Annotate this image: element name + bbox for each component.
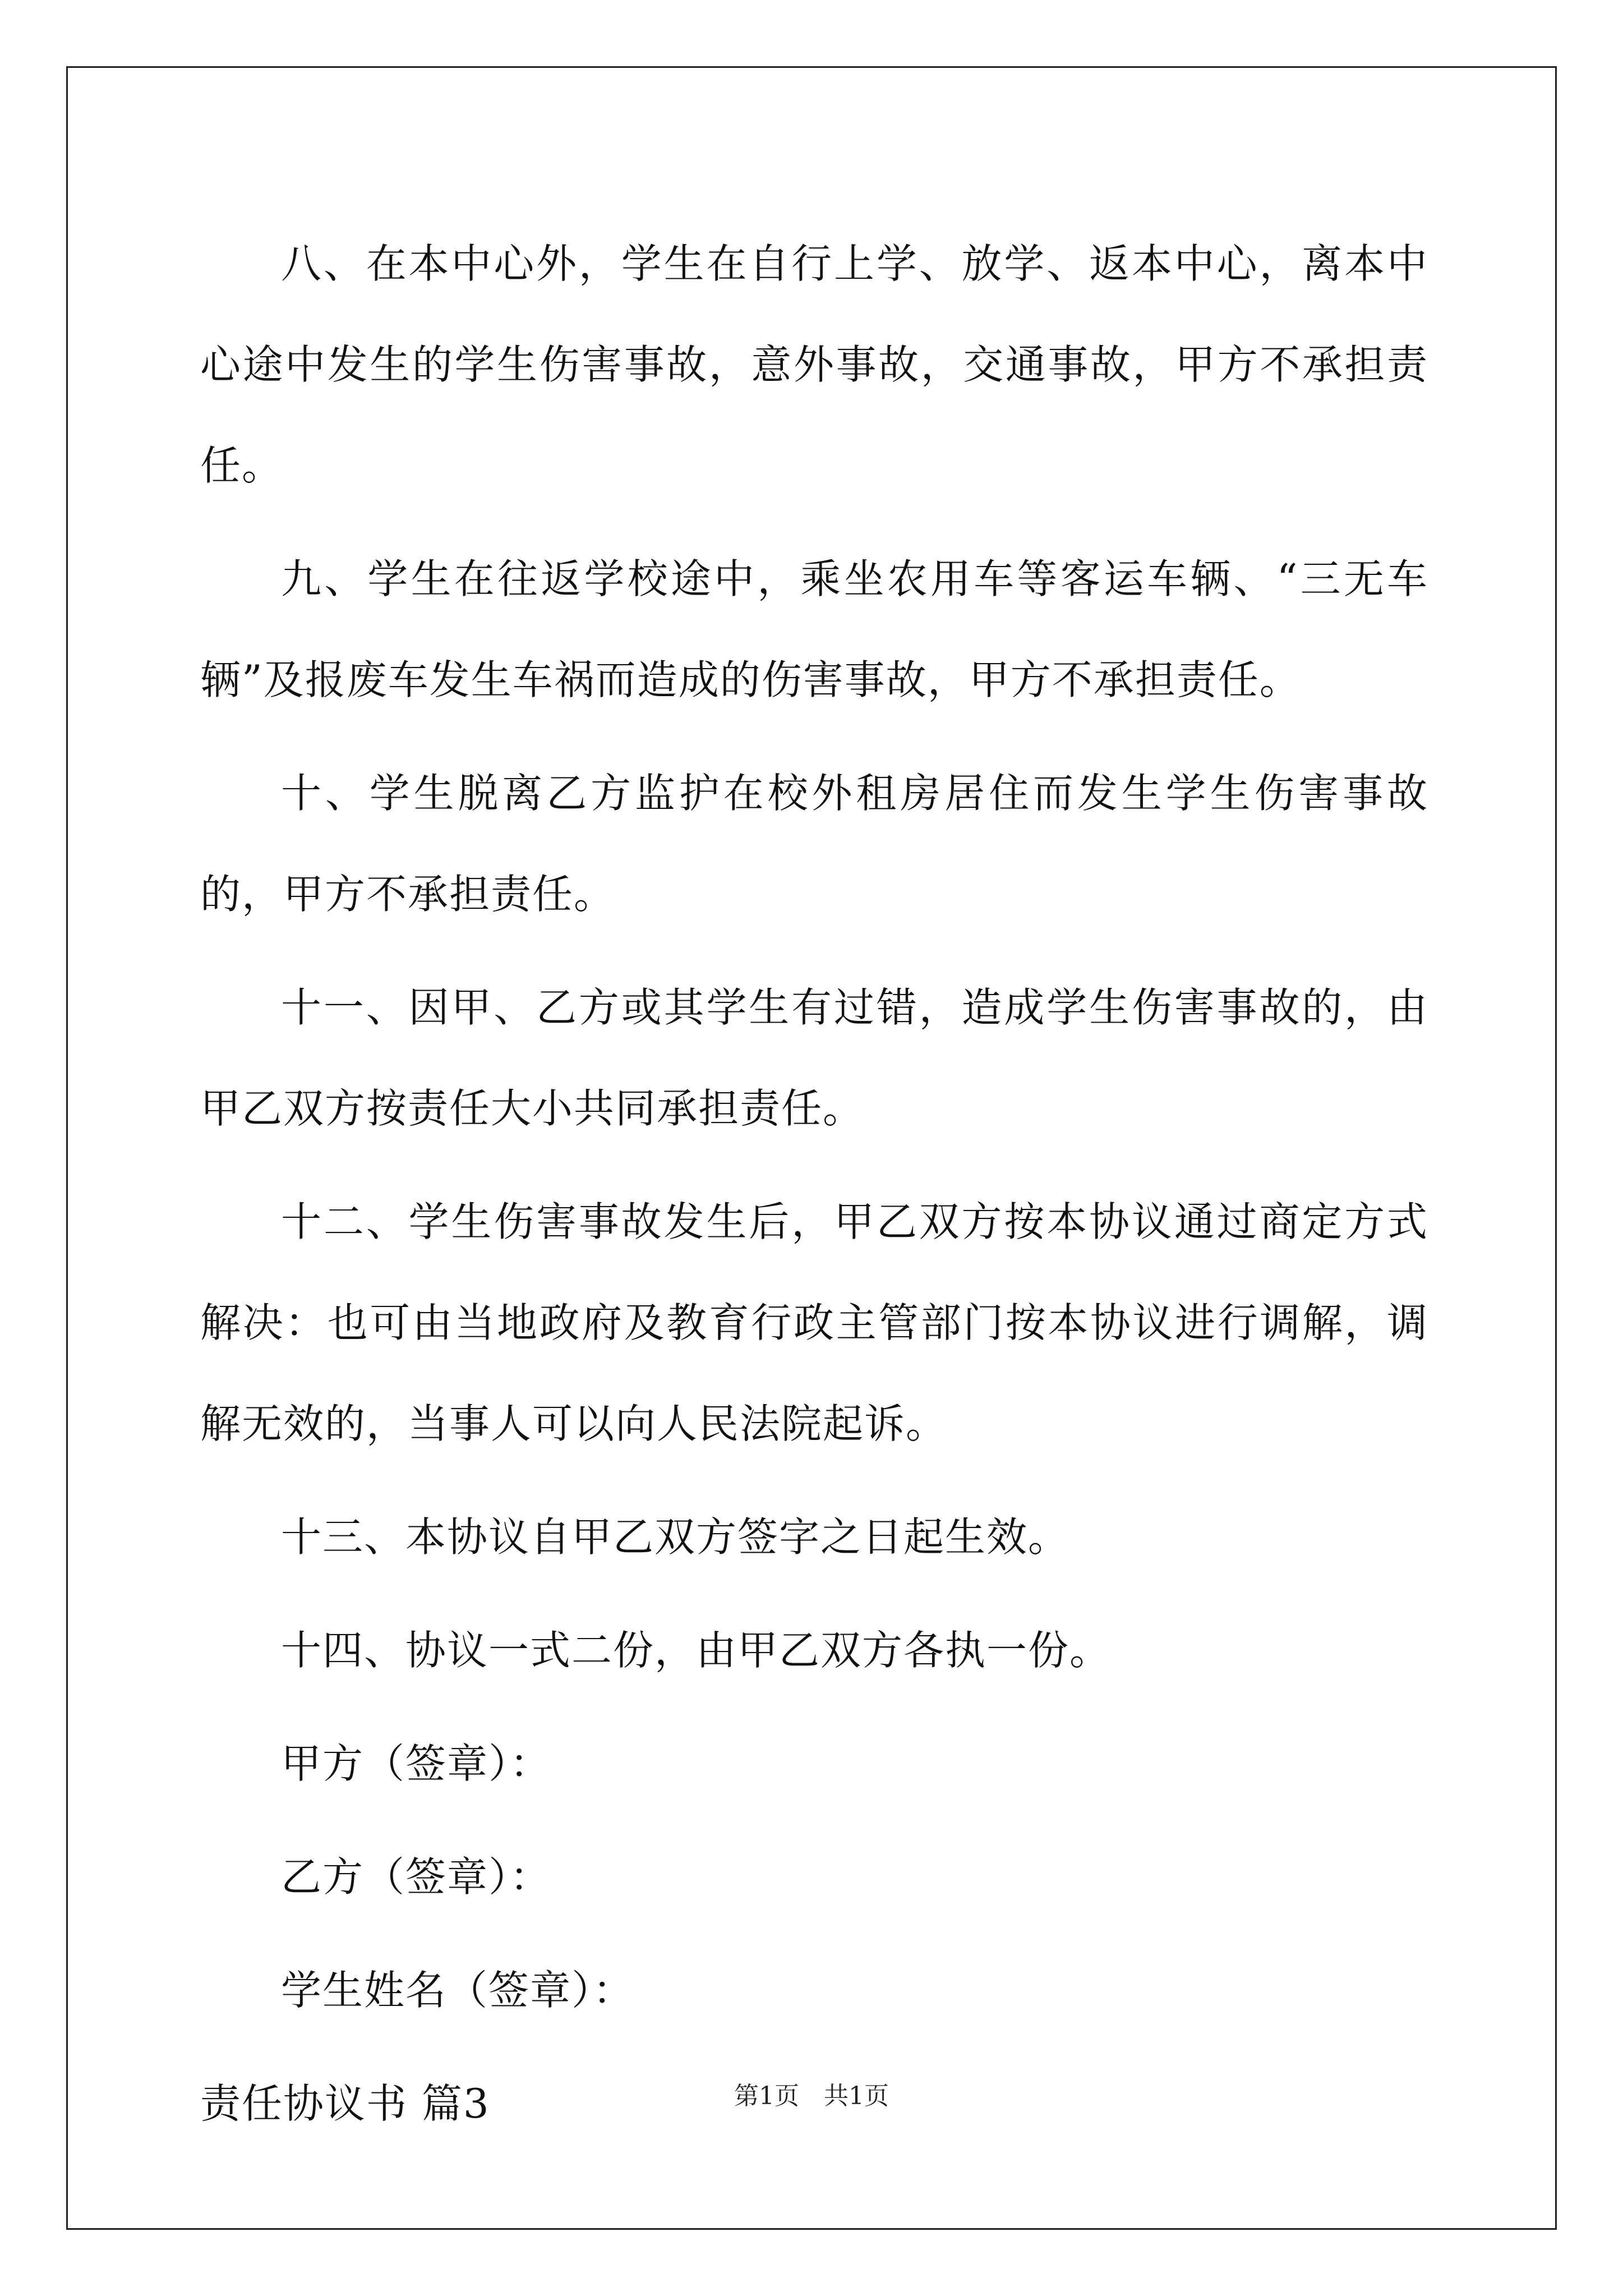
- clause-9: 九、学生在往返学校途中，乘坐农用车等客运车辆、“三无车辆”及报废车发生车祸而造成的伤害事故，甲方不承担责任。: [200, 555, 1428, 703]
- clause-10: 十、学生脱离乙方监护在校外租房居住而发生学生伤害事故的，甲方不承担责任。: [200, 770, 1428, 918]
- signature-party-a: 甲方（签章）：: [281, 1740, 552, 1787]
- signature-party-b: 乙方（签章）：: [281, 1853, 552, 1901]
- clause-12: 十二、学生伤害事故发生后，甲乙双方按本协议通过商定方式解决：也可由当地政府及教育行政主管部门按本协议进行调解，调解无效的，当事人可以向人民法院起诉。: [200, 1198, 1428, 1447]
- next-section-heading: 责任协议书 篇3: [200, 2080, 490, 2127]
- clause-11: 十一、因甲、乙方或其学生有过错，造成学生伤害事故的，由甲乙双方按责任大小共同承担责任。: [200, 984, 1428, 1132]
- clause-14: 十四、协议一式二份，由甲乙双方各执一份。: [281, 1627, 1112, 1674]
- clause-13: 十三、本协议自甲乙双方签字之日起生效。: [281, 1513, 1070, 1561]
- signature-student: 学生姓名（签章）：: [281, 1967, 635, 2014]
- document-body: [200, 213, 1428, 2154]
- clause-8: 八、在本中心外，学生在自行上学、放学、返本中心，离本中心途中发生的学生伤害事故，意外事故，交通事故，甲方不承担责任。: [200, 240, 1428, 489]
- page-footer: 第1页 共1页: [734, 2082, 889, 2110]
